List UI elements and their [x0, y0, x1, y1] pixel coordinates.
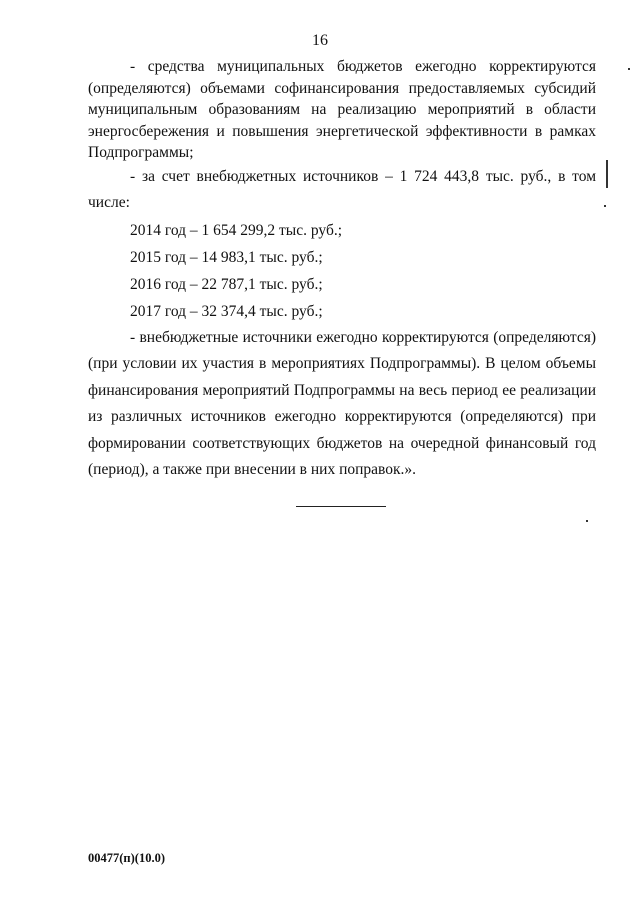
- scan-artifact-line: [606, 160, 608, 188]
- end-of-text-divider: [296, 506, 386, 507]
- scan-artifact-dot: [628, 68, 630, 70]
- page-number: 16: [312, 32, 328, 49]
- scan-artifact-dot: [604, 205, 606, 207]
- paragraph-municipal-budgets: - средства муниципальных бюджетов ежегодно корректируются (определяются) объемами софинансирования предоставляемых субсидий муниципальным образованиям на реализацию мероприятий в области энергосбережения и повышения энергетической эффективности в рамках Подпрограммы;: [88, 58, 596, 161]
- year-line-2017: 2017 год – 32 374,4 тыс. руб.;: [130, 302, 323, 320]
- scan-artifact-dot: [586, 520, 588, 522]
- year-line-2015: 2015 год – 14 983,1 тыс. руб.;: [130, 248, 323, 266]
- document-body: [88, 56, 596, 484]
- paragraph-extrabudgetary-adjustment: - внебюджетные источники ежегодно корректируются (определяются) (при условии их участия в мероприятиях Подпрограммы). В целом объемы финансирования мероприятий Подпрограммы на весь период ее реализации из различных источников ежегодно корректируются (определяются) при формировании соответствующих бюджетов на очередной финансовый год (период), а также при внесении в них поправок.».: [88, 328, 596, 478]
- year-line-2016: 2016 год – 22 787,1 тыс. руб.;: [130, 275, 323, 293]
- year-line-2014: 2014 год – 1 654 299,2 тыс. руб.;: [130, 221, 343, 239]
- document-code: 00477(п)(10.0): [88, 851, 165, 865]
- paragraph-extrabudgetary-total: - за счет внебюджетных источников – 1 724 443,8 тыс. руб., в том числе:: [88, 167, 596, 211]
